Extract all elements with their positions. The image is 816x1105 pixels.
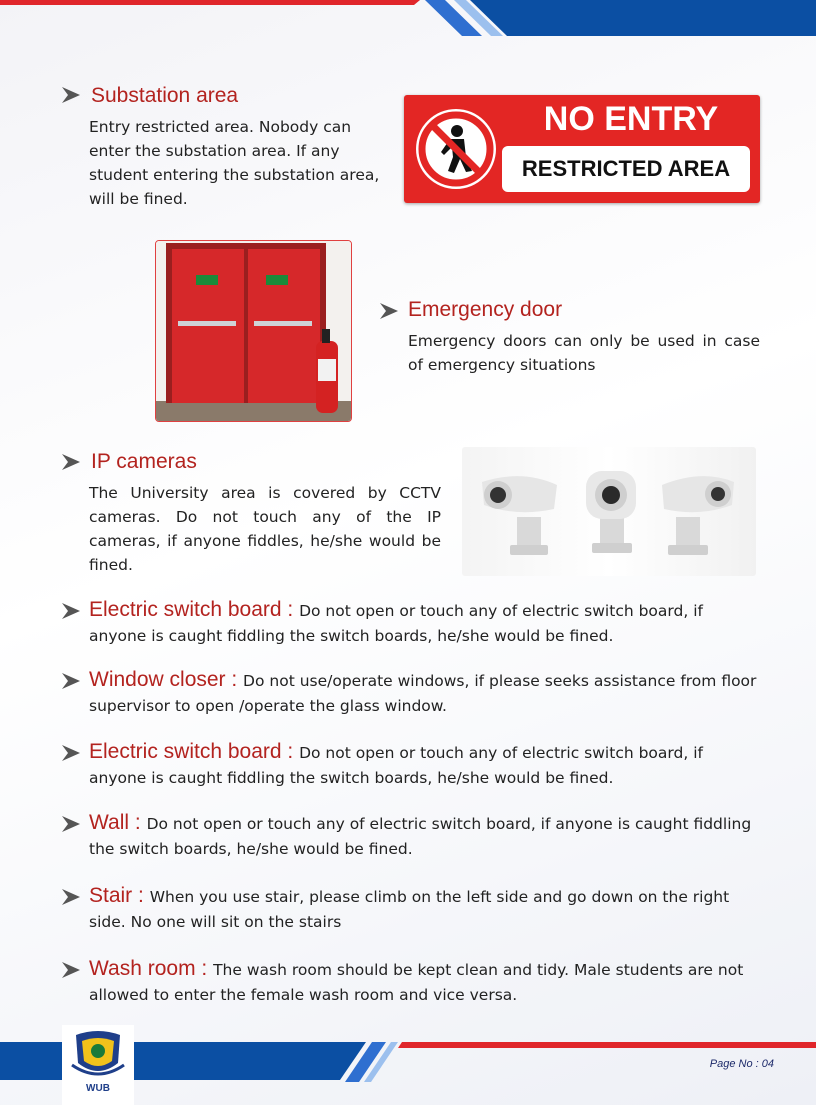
header-decoration: [0, 0, 816, 40]
bullet-arrow-icon: [60, 86, 82, 104]
rule-item: [89, 810, 761, 862]
rule-text: Do not open or touch any of electric switch board, if anyone is caught fiddling the switch boards, he/she would be fined.: [89, 815, 752, 858]
bullet-arrow-icon: [60, 961, 82, 979]
bullet-arrow-icon: [60, 744, 82, 762]
rule-title: Electric switch board :: [89, 598, 300, 621]
ip-body: The University area is covered by CCTV cameras. Do not touch any of the IP cameras, if anyone fiddles, he/she would be fined.: [89, 484, 441, 574]
page-number: Page No : 04: [709, 1058, 774, 1070]
rule-item: [89, 883, 761, 935]
ip-title: IP cameras: [91, 450, 197, 473]
bullet-arrow-icon: [60, 815, 82, 833]
rule-text: Do not open or touch any of electric switch board, if anyone is caught fiddling the switch boards, he/she would be fined.: [89, 602, 703, 645]
rule-title: Wall :: [89, 811, 147, 834]
rule-text: Do not open or touch any of electric switch board, if anyone is caught fiddling the switch boards, he/she would be fined.: [89, 744, 703, 787]
substation-body: Entry restricted area. Nobody can enter the substation area. If any student entering the substation area, will be fined.: [89, 118, 380, 208]
rule-item: [89, 667, 761, 719]
bullet-arrow-icon: [60, 672, 82, 690]
rule-title: Wash room :: [89, 957, 214, 980]
rule-text: When you use stair, please climb on the left side and go down on the right side. No one will sit on the stairs: [89, 888, 730, 931]
rule-text: The wash room should be kept clean and tidy. Male students are not allowed to enter the female wash room and vice versa.: [89, 961, 744, 1004]
sign-subtitle-box: [502, 146, 750, 192]
emergency-body: Emergency doors can only be used in case of emergency situations: [408, 332, 760, 374]
bullet-arrow-icon: [60, 888, 82, 906]
bullet-arrow-icon: [60, 453, 82, 471]
sign-subtitle: RESTRICTED AREA: [521, 156, 731, 181]
bullet-arrow-icon: [60, 602, 82, 620]
rule-title: Electric switch board :: [89, 740, 300, 763]
emergency-door-photo: [155, 240, 352, 422]
rule-title: Stair :: [89, 884, 150, 907]
no-entry-sign: [404, 95, 760, 203]
rule-text: Do not use/operate windows, if please seeks assistance from floor supervisor to open /operate the glass window.: [89, 672, 757, 715]
rule-item: [89, 956, 761, 1008]
logo-text: WUB: [86, 1083, 110, 1094]
no-entry-icon: [412, 105, 500, 193]
rule-title: Window closer :: [89, 668, 244, 691]
emergency-title: Emergency door: [408, 298, 563, 321]
rule-item: [89, 739, 761, 791]
cctv-cameras-photo: [462, 447, 756, 576]
university-logo: [62, 1025, 134, 1105]
bullet-arrow-icon: [378, 302, 400, 320]
rule-item: [89, 597, 761, 649]
substation-title: Substation area: [91, 84, 239, 107]
sign-title: NO ENTRY: [543, 100, 719, 138]
